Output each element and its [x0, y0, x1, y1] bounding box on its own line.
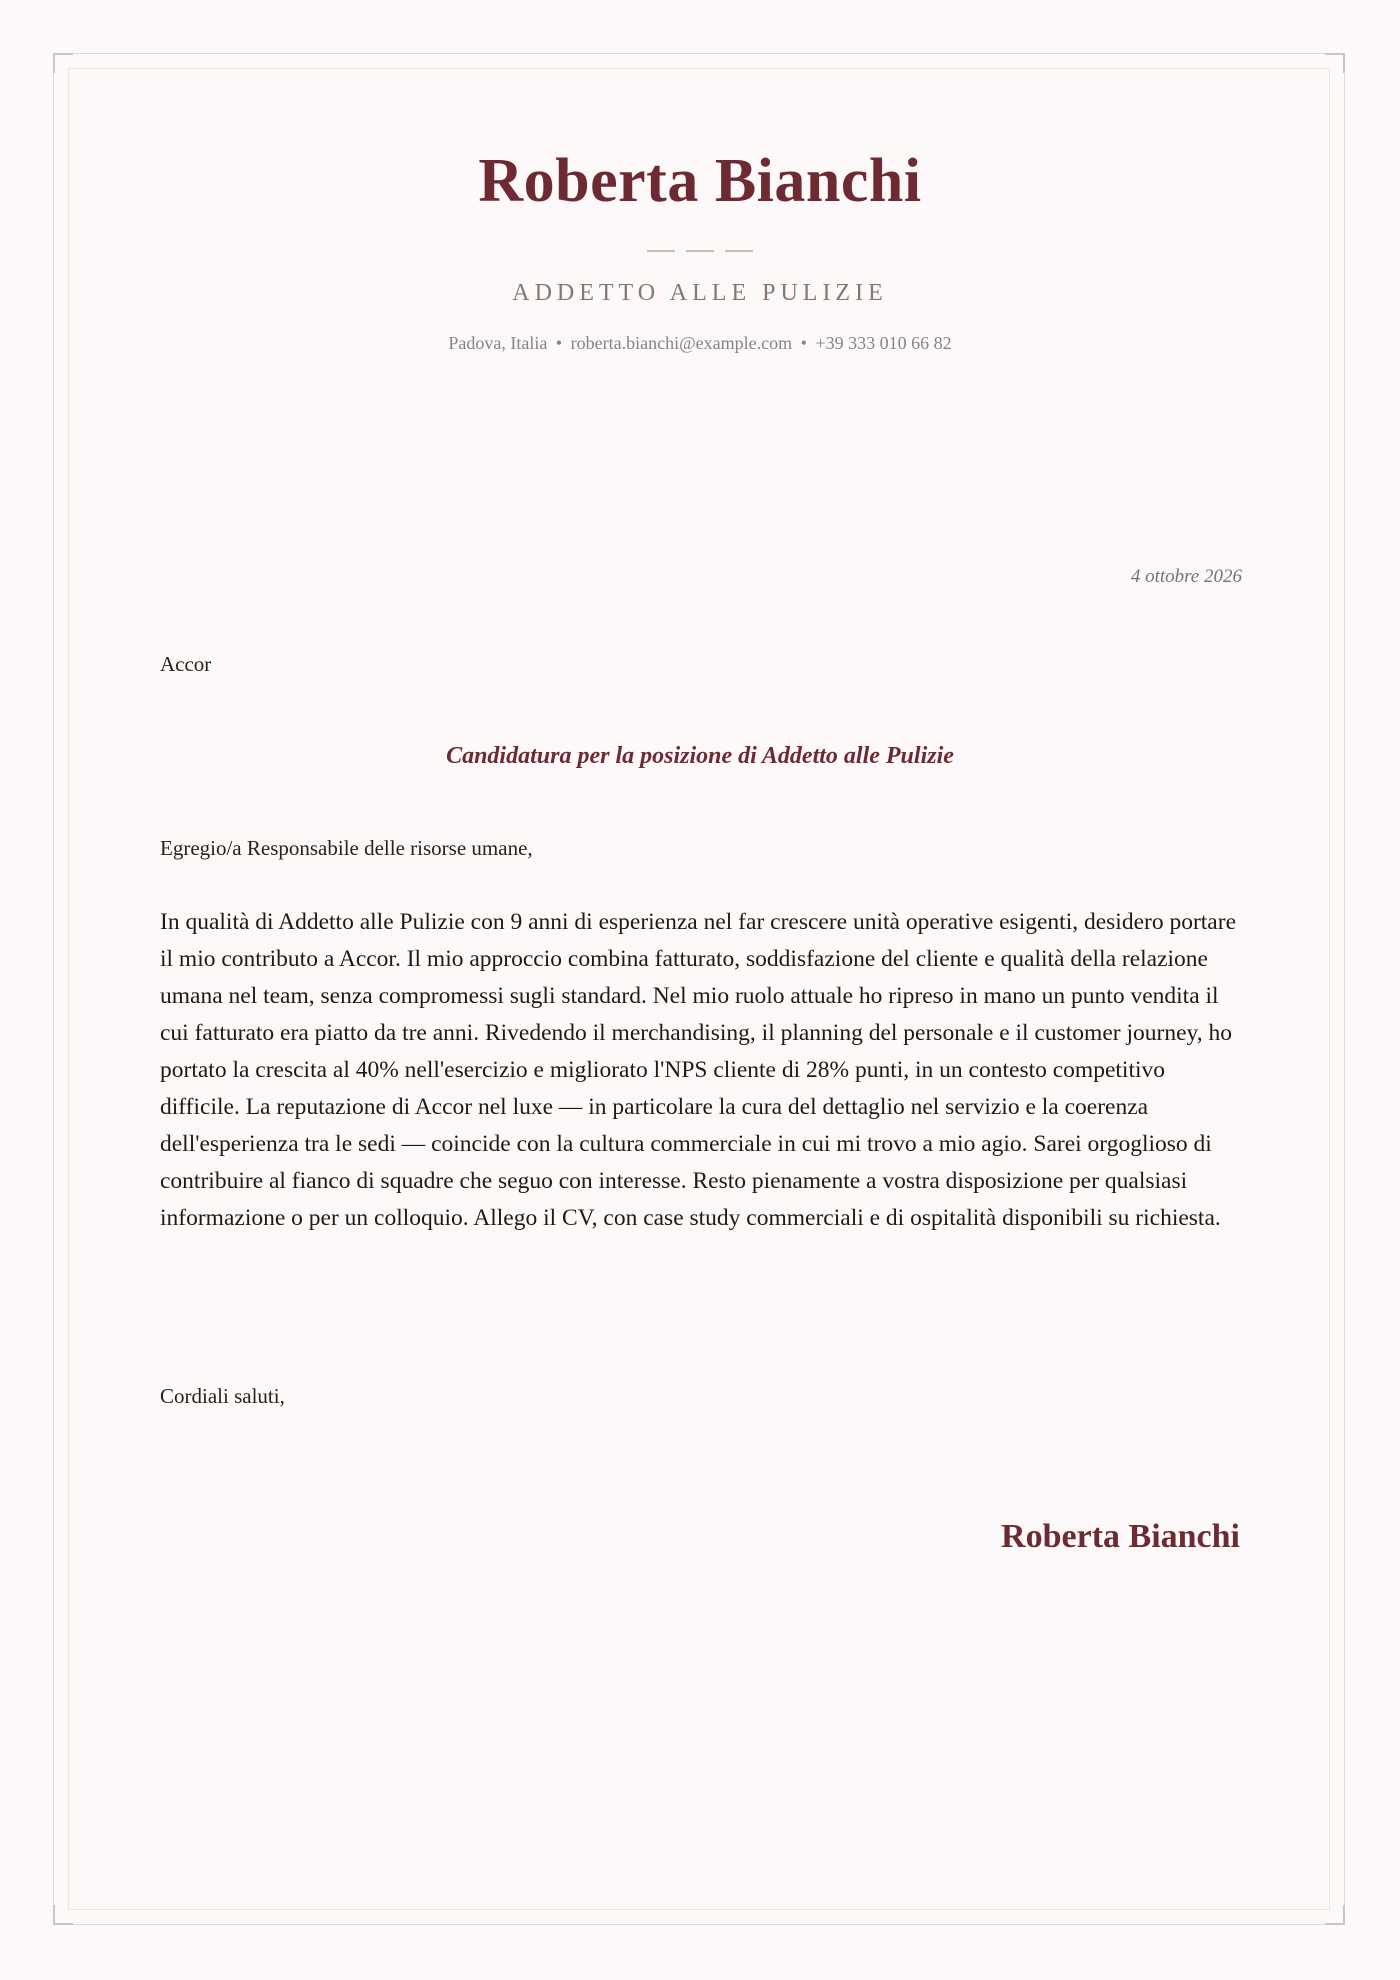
contact-separator: •	[555, 333, 563, 353]
letter-date: 4 ottobre 2026	[1130, 566, 1242, 587]
corner-ornament-top-right	[1325, 53, 1345, 73]
signature: Roberta Bianchi	[1001, 1518, 1240, 1555]
contact-phone: +39 333 010 66 82	[815, 333, 952, 353]
corner-ornament-bottom-right	[1325, 1905, 1345, 1925]
corner-ornament-bottom-left	[53, 1905, 73, 1925]
letter-subject: Candidatura per la posizione di Addetto alle Pulizie	[446, 743, 954, 769]
closing: Cordiali saluti,	[160, 1384, 285, 1408]
contact-line	[0, 333, 1400, 354]
letter-body: In qualità di Addetto alle Pulizie con 9 anni di esperienza nel far crescere unità operative esigenti, desidero portare il mio contributo a Accor. Il mio approccio combina fatturato, soddisfazione del cliente e qualità della relazione umana nel team, senza compromessi sugli standard. Nel mio ruolo attuale ho ripreso in mano un punto vendita il cui fatturato era piatto da tre anni. Rivedendo il merchandising, il planning del personale e il customer journey, ho portato la crescita al 40% nell'esercizio e migliorato l'NPS cliente di 28% punti, in un contesto competitivo difficile. La reputazione di Accor nel luxe — in particolare la cura del dettaglio nel servizio e la coerenza dell'esperienza tra le sedi — coincide con la cultura commerciale in cui mi trovo a mio agio. Sarei orgoglioso di contribuire al fianco di squadre che seguo con interesse. Resto pienamente a vostra disposizione per qualsiasi informazione o per un colloquio. Allego il CV, con case study commerciali e di ospitalità disponibili su richiesta.	[160, 909, 1236, 1231]
corner-ornament-top-left	[53, 53, 73, 73]
contact-location: Padova, Italia	[448, 333, 548, 353]
letter-header	[0, 147, 1400, 354]
contact-email: roberta.bianchi@example.com	[570, 333, 793, 353]
sender-name: Roberta Bianchi	[478, 147, 922, 215]
job-title: ADDETTO ALLE PULIZIE	[512, 280, 888, 306]
contact-separator: •	[800, 333, 807, 353]
header-divider	[647, 250, 753, 252]
salutation: Egregio/a Responsabile delle risorse umane,	[160, 836, 533, 860]
recipient-company: Accor	[160, 652, 212, 676]
